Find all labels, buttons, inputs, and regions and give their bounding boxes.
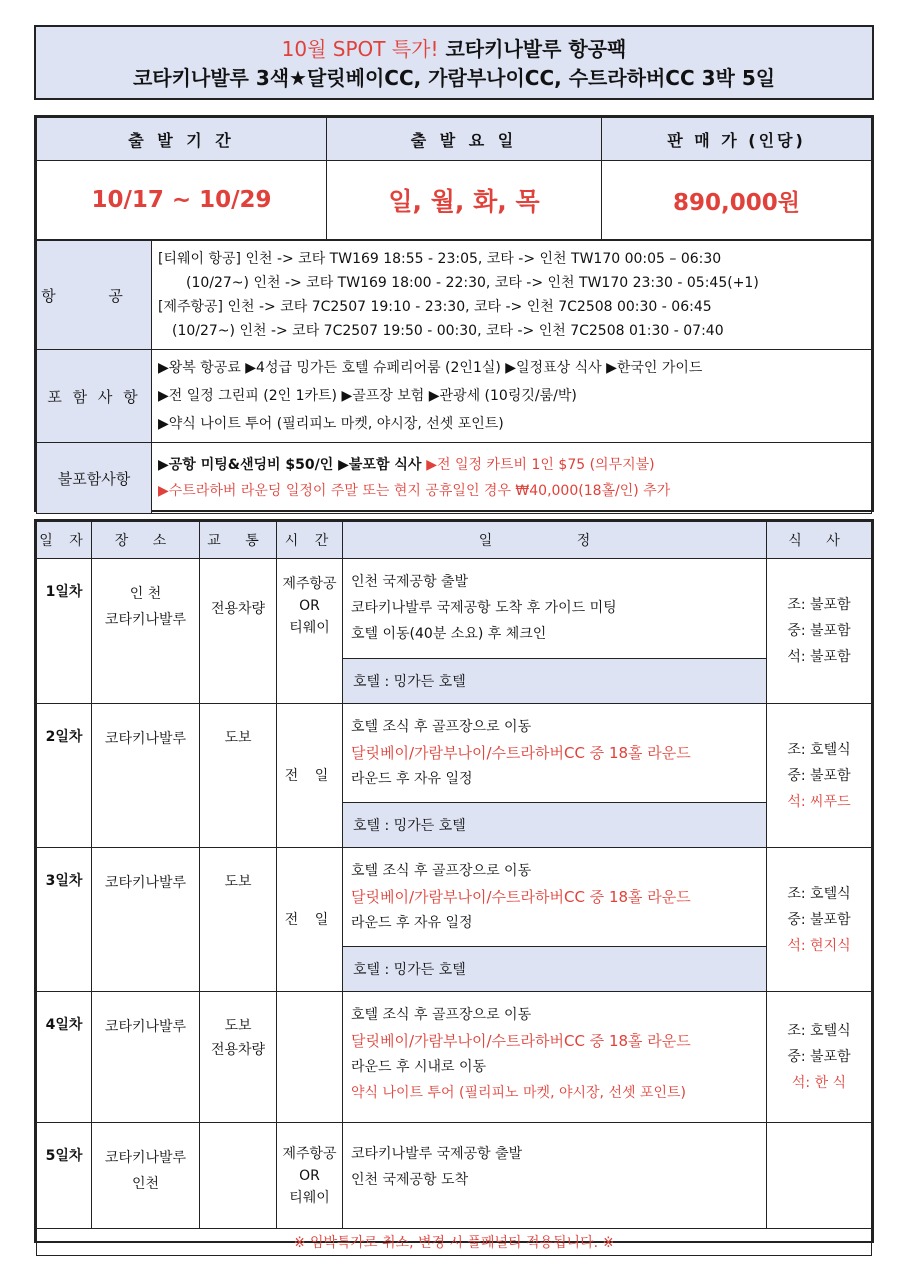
- schedule: [343, 992, 767, 1123]
- day-label: 2일차: [37, 704, 92, 848]
- schedule-line: 라운드 후 시내로 이동: [351, 1059, 487, 1075]
- excluded-row: [37, 443, 872, 514]
- day-row-2: [37, 704, 872, 803]
- header-meal: 식 사: [767, 522, 872, 559]
- transport-line: 전용차량: [210, 1042, 266, 1058]
- header-place: 장 소: [92, 522, 200, 559]
- meal: 중: 불포함: [787, 767, 851, 784]
- header-time: 시 간: [277, 522, 343, 559]
- schedule-line: 달릿베이/가람부나이/수트라하버CC 중 18홀 라운드: [351, 744, 691, 762]
- hotel-info: 호텔 : 밍가든 호텔: [343, 803, 767, 848]
- header-price: 판 매 가 (인당): [602, 118, 872, 161]
- time: 전 일: [277, 704, 343, 848]
- title-line-1: [36, 35, 872, 63]
- place: 코타키나발루: [92, 704, 200, 848]
- transport: 전용차량: [200, 559, 277, 704]
- place-line: 인천: [131, 1176, 160, 1192]
- time: [277, 992, 343, 1123]
- title-product: 코타키나발루 항공팩: [438, 37, 627, 61]
- excluded-info: [152, 443, 872, 514]
- title-promo: 10월 SPOT 특가!: [281, 37, 439, 61]
- time-line: OR: [299, 1167, 320, 1184]
- schedule: [343, 848, 767, 947]
- flight-line: [제주항공] 인천 -> 코타 7C2507 19:10 - 23:30, 코타 -> 인천 7C2508 00:30 - 06:45: [158, 299, 712, 315]
- flight-line: (10/27~) 인천 -> 코타 7C2507 19:50 - 00:30, 코타 -> 인천 7C2508 01:30 - 07:40: [172, 323, 724, 339]
- time-line: OR: [299, 598, 320, 614]
- day-row-3: [37, 848, 872, 947]
- place: 코타키나발루: [92, 848, 200, 992]
- excluded-label: 불포함사항: [37, 443, 152, 514]
- meal: 조: 호텔식: [787, 885, 851, 902]
- place-line: 인 천: [129, 586, 162, 602]
- schedule: [343, 559, 767, 659]
- included-line: ▶약식 나이트 투어 (필리피노 마켓, 야시장, 선셋 포인트): [158, 416, 504, 432]
- flight-line: [티웨이 항공] 인천 -> 코타 TW169 18:55 - 23:05, 코타 -> 인천 TW170 00:05 – 06:30: [158, 251, 722, 267]
- day-row-4: [37, 992, 872, 1123]
- hotel-info: 호텔 : 밍가든 호텔: [343, 947, 767, 992]
- header-days: 출 발 요 일: [327, 118, 602, 161]
- schedule-line: 라운드 후 자유 일정: [351, 915, 473, 931]
- meal: 석: 한 식: [791, 1075, 847, 1091]
- meal: 중: 불포함: [787, 911, 851, 928]
- place: [92, 1123, 200, 1229]
- meal: 중: 불포함: [787, 623, 851, 639]
- included-label: 포 함 사 항: [37, 350, 152, 443]
- day-label: 4일차: [37, 992, 92, 1123]
- price: 890,000원: [602, 161, 872, 240]
- time-line: 제주항공: [282, 1145, 337, 1162]
- summary-header-row: [37, 118, 872, 161]
- transport: 도보: [200, 704, 277, 848]
- header-period: 출 발 기 간: [37, 118, 327, 161]
- day-label: 3일차: [37, 848, 92, 992]
- transport: 도보: [200, 848, 277, 992]
- day-label: 5일차: [37, 1123, 92, 1229]
- flight-label: 항 공: [37, 241, 152, 350]
- meals: [767, 1123, 872, 1229]
- schedule-line: 인천 국제공항 도착: [351, 1172, 469, 1188]
- footer-row: [37, 1229, 872, 1256]
- schedule-line: 약식 나이트 투어 (필리피노 마켓, 야시장, 선셋 포인트): [351, 1085, 686, 1101]
- excluded-line-2: ▶수트라하버 라운딩 일정이 주말 또는 현지 공휴일인 경우 ₩40,000(18홀/인) 추가: [158, 483, 671, 499]
- excluded-cart-fee: ▶전 일정 카트비 1인 $75 (의무지불): [426, 457, 655, 473]
- title-line-2: 코타키나발루 3색★달릿베이CC, 가람부나이CC, 수트라하버CC 3박 5일: [132, 66, 776, 90]
- meals: [767, 848, 872, 992]
- meal: 석: 씨푸드: [787, 793, 851, 810]
- itinerary-box: [34, 519, 874, 1251]
- departure-days: 일, 월, 화, 목: [327, 161, 602, 240]
- schedule-line: 라운드 후 자유 일정: [351, 771, 473, 787]
- day-row-1: [37, 559, 872, 659]
- excluded-text: ▶공항 미팅&샌딩비 $50/인 ▶불포함 식사: [158, 457, 427, 473]
- departure-period: 10/17 ~ 10/29: [37, 161, 327, 240]
- meal: 중: 불포함: [787, 1049, 851, 1065]
- schedule-line: 달릿베이/가람부나이/수트라하버CC 중 18홀 라운드: [351, 1032, 691, 1050]
- transport: [200, 1123, 277, 1229]
- included-line: ▶전 일정 그린피 (2인 1카트) ▶골프장 보험 ▶관광세 (10링깃/룸/박): [158, 388, 577, 404]
- included-line: ▶왕복 항공료 ▶4성급 밍가든 호텔 슈페리어룸 (2인1실) ▶일정표상 식사 ▶한국인 가이드: [158, 360, 703, 376]
- title-box: [34, 25, 874, 100]
- summary-box: [34, 115, 874, 512]
- schedule: [343, 1123, 767, 1229]
- schedule-line: 호텔 조식 후 골프장으로 이동: [351, 1007, 532, 1023]
- schedule-line: 코타키나발루 국제공항 출발: [351, 1146, 523, 1162]
- time-line: 제주항공: [282, 576, 337, 592]
- transport: [200, 992, 277, 1123]
- flight-info: [152, 241, 872, 350]
- time-line: 티웨이: [289, 1189, 330, 1206]
- meals: [767, 704, 872, 848]
- schedule-line: 달릿베이/가람부나이/수트라하버CC 중 18홀 라운드: [351, 888, 691, 906]
- schedule-line: 코타키나발루 국제공항 도착 후 가이드 미팅: [351, 600, 617, 616]
- day-label: 1일차: [37, 559, 92, 704]
- flight-row: [37, 241, 872, 350]
- place: [92, 559, 200, 704]
- included-row: [37, 350, 872, 443]
- schedule-line: 호텔 조식 후 골프장으로 이동: [351, 863, 532, 879]
- penalty-notice: ※ 임박특가로 취소, 변경 시 풀페널티 적용됩니다. ※: [37, 1229, 872, 1256]
- schedule-line: 인천 국제공항 출발: [351, 574, 469, 590]
- itinerary-header-row: [37, 522, 872, 559]
- transport-line: 도보: [224, 1018, 252, 1034]
- schedule: [343, 704, 767, 803]
- header-day: 일 자: [37, 522, 92, 559]
- header-schedule: 일 정: [343, 522, 767, 559]
- meals: [767, 559, 872, 704]
- place: 코타키나발루: [92, 992, 200, 1123]
- meal: 조: 불포함: [787, 597, 851, 613]
- hotel-info: 호텔 : 밍가든 호텔: [343, 659, 767, 704]
- time: 전 일: [277, 848, 343, 992]
- day-row-5: [37, 1123, 872, 1229]
- place-line: 코타키나발루: [104, 612, 187, 628]
- flight-line: (10/27~) 인천 -> 코타 TW169 18:00 - 22:30, 코타 -> 인천 TW170 23:30 - 05:45(+1): [186, 275, 759, 291]
- time: [277, 559, 343, 704]
- schedule-line: 호텔 이동(40분 소요) 후 체크인: [351, 626, 547, 642]
- header-transport: 교 통: [200, 522, 277, 559]
- meals: [767, 992, 872, 1123]
- meal: 조: 호텔식: [787, 1023, 851, 1039]
- time-line: 티웨이: [289, 620, 330, 636]
- meal: 석: 불포함: [787, 649, 851, 665]
- schedule-line: 호텔 조식 후 골프장으로 이동: [351, 719, 532, 735]
- meal: 석: 현지식: [787, 937, 851, 954]
- place-line: 코타키나발루: [104, 1150, 187, 1166]
- excluded-line-1: [158, 452, 863, 478]
- time: [277, 1123, 343, 1229]
- summary-values-row: [37, 161, 872, 240]
- meal: 조: 호텔식: [787, 741, 851, 758]
- included-info: [152, 350, 872, 443]
